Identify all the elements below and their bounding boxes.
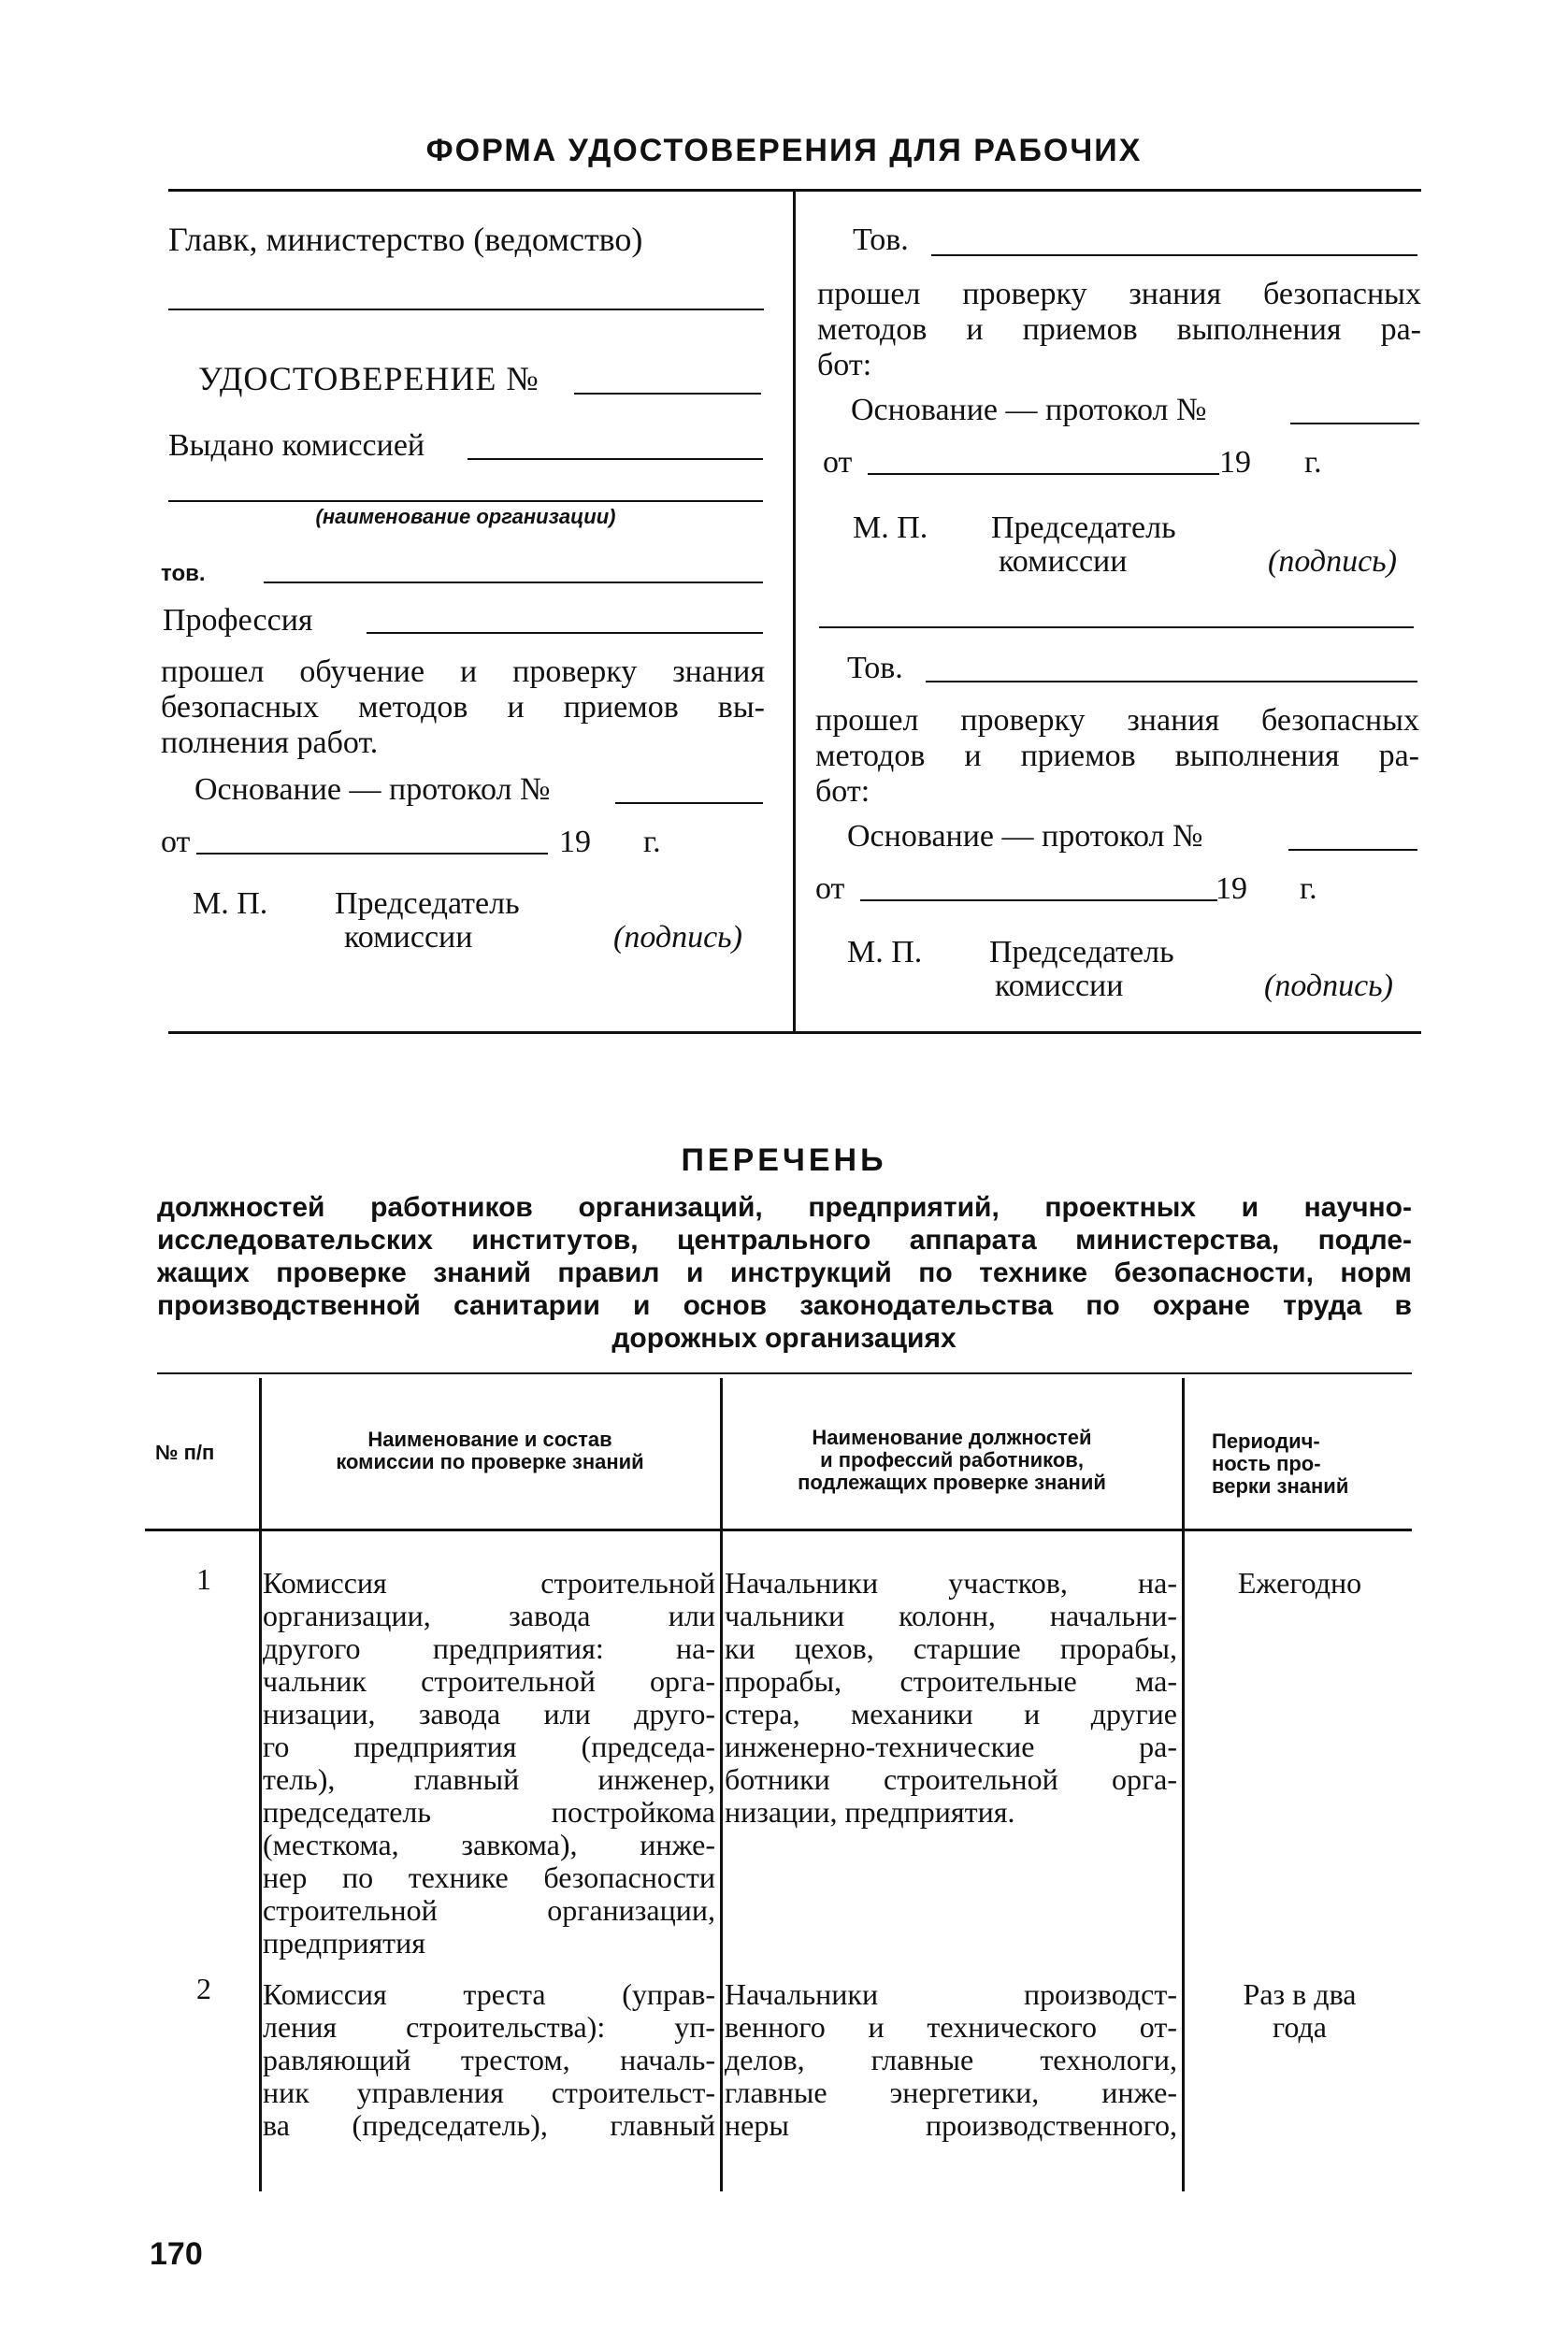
issued-by-blank	[468, 458, 763, 460]
protocol-number-blank	[615, 802, 763, 804]
basis-label: Основание — протокол №	[194, 772, 551, 807]
header-number: № п/п	[155, 1441, 215, 1464]
protocol-number-blank	[1288, 849, 1417, 851]
seal-place: М. П.	[853, 510, 928, 545]
commission-label: комиссии	[995, 969, 1124, 1003]
issued-by-label: Выдано комиссией	[168, 428, 425, 463]
chairman-label: Председатель	[989, 935, 1174, 969]
comrade-label: тов.	[161, 561, 206, 586]
organization-blank	[168, 500, 763, 502]
comrade-blank	[931, 254, 1417, 256]
date-blank	[196, 853, 548, 855]
header-positions: Наименование должностей и профессий работников, подлежащих проверке знаний	[798, 1426, 1106, 1494]
date-from-label: от	[161, 825, 191, 859]
ministry-label: Главк, министерство (ведомство)	[168, 221, 643, 258]
comrade-label: Тов.	[853, 223, 909, 257]
basis-label: Основание — протокол №	[851, 393, 1207, 427]
organization-caption: (наименование организации)	[315, 505, 616, 528]
check-statement: прошел проверку знания безопасных методов и приемов выполнения ра- бот:	[817, 277, 1421, 382]
comrade-blank	[264, 582, 763, 583]
header-commission: Наименование и состав комиссии по проверке знаний	[336, 1428, 644, 1473]
training-statement: прошел обучение и проверку знания безопасных методов и приемов вы- полнения работ.	[161, 654, 765, 760]
list-subtitle: должностей работников организаций, предприятий, проектных и научно- исследовательских институтов, центрального аппарата министерства, подле- жащих проверке знаний правил и инструкций по технике безопасности, норм производственной санитарии и основ законодательства по охране труда в	[157, 1192, 1412, 1321]
certificate-number-blank	[574, 393, 761, 395]
entry-separator	[819, 626, 1414, 628]
table-col-divider-1	[259, 1378, 262, 2191]
signature-label: (подпись)	[613, 920, 742, 955]
form-center-divider	[793, 192, 796, 1033]
seal-place: М. П.	[847, 935, 923, 969]
form-bottom-rule	[168, 1031, 1421, 1034]
form-title: ФОРМА УДОСТОВЕРЕНИЯ ДЛЯ РАБОЧИХ	[425, 133, 1143, 168]
signature-label: (подпись)	[1268, 544, 1397, 579]
row-1-period: Ежегодно	[1237, 1566, 1362, 1600]
date-from-label: от	[823, 445, 853, 480]
chairman-label: Председатель	[335, 886, 520, 921]
year-suffix: г.	[643, 825, 661, 859]
year-suffix: г.	[1304, 445, 1322, 480]
check-statement: прошел проверку знания безопасных методов и приемов выполнения ра- бот:	[815, 703, 1419, 809]
profession-label: Профессия	[163, 603, 313, 638]
table-col-divider-2	[720, 1378, 723, 2191]
commission-label: комиссии	[999, 544, 1128, 579]
signature-label: (подпись)	[1264, 969, 1393, 1003]
list-subtitle-last: дорожных организациях	[611, 1323, 957, 1354]
row-2-period: Раз в два года	[1243, 1977, 1357, 2044]
protocol-number-blank	[1290, 423, 1419, 424]
row-2-commission: Комиссия треста (управ- ления строительства): уп- равляющий трестом, началь- ник управления строительст- ва (председатель), главный	[263, 1977, 715, 2142]
page-number: 170	[150, 2236, 203, 2272]
list-title: ПЕРЕЧЕНЬ	[681, 1142, 887, 1178]
year-prefix: 19	[1219, 445, 1251, 480]
ministry-blank	[168, 309, 764, 310]
header-period: Периодич- ность про- верки знаний	[1212, 1429, 1349, 1498]
row-1-commission: Комиссия строительной организации, завода или другого предприятия: на- чальник строительной орга- низации, завода или друго- го предприятия (председа- тель), главный инженер, председатель постройкома (месткома, завкома), инже- нер по технике безопасности строительной организации, предприятия	[263, 1566, 715, 1960]
seal-place: М. П.	[193, 886, 268, 921]
table-col-divider-3	[1182, 1378, 1185, 2191]
table-header-rule	[145, 1529, 1412, 1531]
certificate-number-label: УДОСТОВЕРЕНИЕ №	[198, 360, 539, 397]
profession-blank	[367, 632, 763, 634]
date-from-label: от	[815, 871, 845, 906]
row-1-positions: Начальники участков, на- чальники колонн, начальни- ки цехов, старшие прорабы, прорабы, строительные ма- стера, механики и другие инженерно-технические ра- ботники строительной орга- низации, предприятия.	[725, 1566, 1177, 1829]
row-1-number: 1	[196, 1562, 211, 1596]
row-2-positions: Начальники производст- венного и технического от- делов, главные технологи, главные энергетики, инже- неры производственного,	[725, 1977, 1177, 2142]
year-prefix: 19	[559, 825, 591, 859]
year-suffix: г.	[1300, 871, 1317, 906]
date-blank	[868, 473, 1219, 475]
table-top-rule	[157, 1372, 1412, 1374]
chairman-label: Председатель	[991, 510, 1176, 545]
date-blank	[860, 899, 1217, 901]
commission-label: комиссии	[344, 920, 473, 955]
year-prefix: 19	[1216, 871, 1247, 906]
comrade-blank	[926, 681, 1417, 682]
basis-label: Основание — протокол №	[847, 819, 1203, 854]
row-2-number: 2	[196, 1972, 211, 2005]
comrade-label: Тов.	[847, 651, 903, 685]
